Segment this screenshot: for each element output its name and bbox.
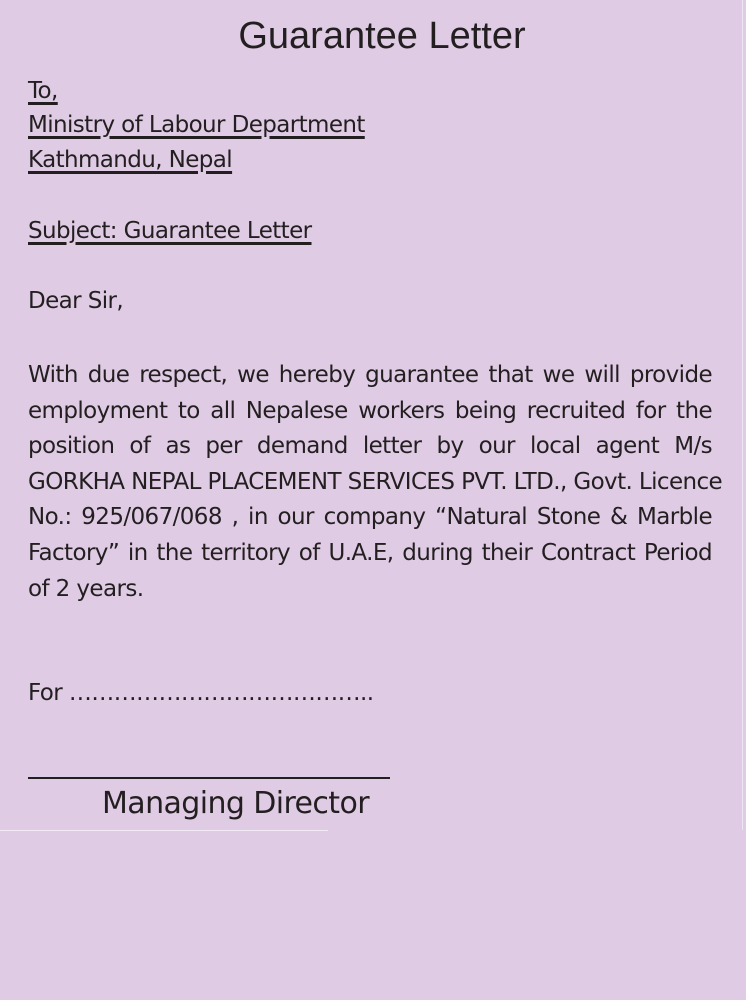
- body-line: GORKHA NEPAL PLACEMENT SERVICES PVT. LTD., Govt. Licence: [28, 468, 723, 495]
- letter-title: Guarantee Letter: [238, 15, 526, 57]
- body-line: With due respect, we hereby guarantee that we will provide: [28, 362, 712, 388]
- body-line: employment to all Nepalese workers being recruited for the: [28, 397, 712, 424]
- address-to: To,: [28, 78, 58, 104]
- divider: [0, 830, 328, 831]
- signature-line: [28, 777, 390, 779]
- body-line: of 2 years.: [28, 575, 144, 602]
- letter-body: [28, 358, 723, 607]
- signatory-title: Managing Director: [102, 786, 369, 821]
- body-line: No.: 925/067/068 , in our company “Natural Stone & Marble: [28, 504, 712, 531]
- edge-divider: [742, 0, 743, 830]
- subject-line: Subject: Guarantee Letter: [28, 218, 312, 244]
- address-recipient: Ministry of Labour Department: [28, 112, 365, 138]
- for-company-line: For …………………………………..: [28, 680, 374, 706]
- body-line: Factory” in the territory of U.A.E, during their Contract Period: [28, 539, 712, 566]
- body-line: position of as per demand letter by our local agent M/s: [28, 433, 712, 460]
- salutation: Dear Sir,: [28, 288, 124, 314]
- address-location: Kathmandu, Nepal: [28, 147, 233, 173]
